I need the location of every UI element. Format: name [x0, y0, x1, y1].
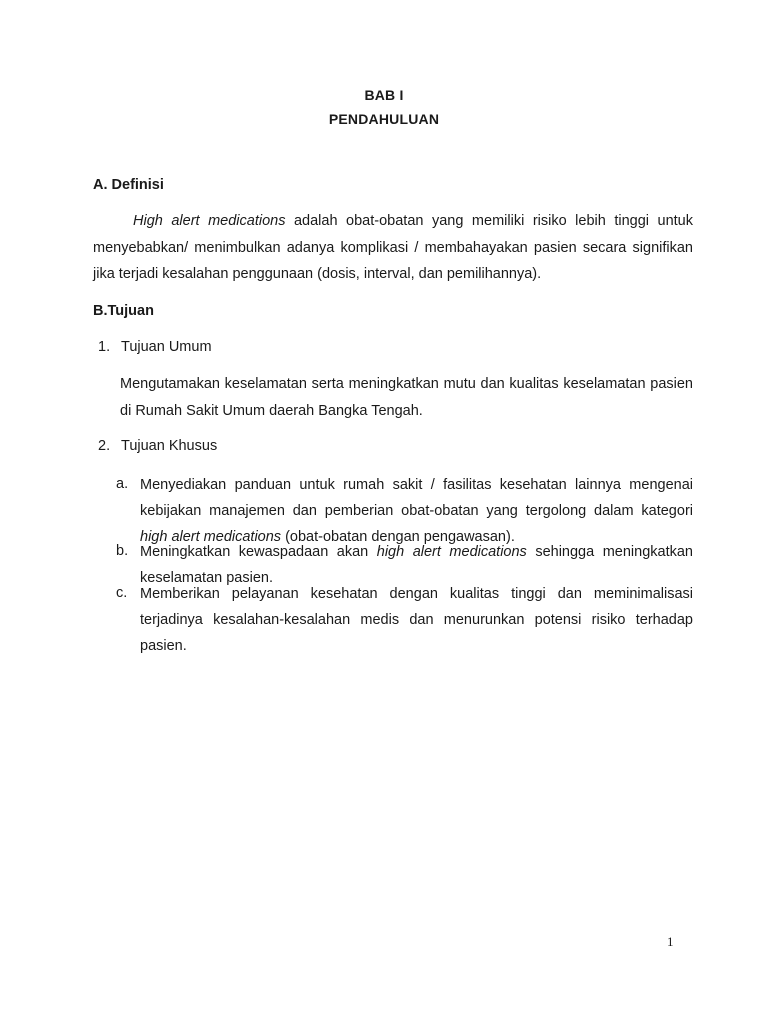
goal-2-number: 2. — [98, 438, 111, 454]
goal-1-number: 1. — [98, 339, 111, 355]
list-item-b-italic: high alert medications — [376, 544, 527, 560]
definition-paragraph — [93, 208, 693, 288]
list-item-b-text: Meningkatkan kewaspadaan akan — [140, 544, 377, 560]
list-item-a-letter: a. — [116, 476, 129, 492]
list-item-c-text: Memberikan pelayanan kesehatan dengan kualitas tinggi dan meminimalisasi terjadinya kesalahan-kesalahan medis dan menurunkan potensi risiko terhadap pasien. — [140, 586, 693, 654]
list-item-b-text-end: sehingga meningkatkan keselamatan pasien. — [140, 544, 693, 586]
goal-1-paragraph: Mengutamakan keselamatan serta meningkatkan mutu dan kualitas keselamatan pasien di Rumah Sakit Umum daerah Bangka Tengah. — [120, 376, 693, 419]
list-item-a-text-end: (obat-obatan dengan pengawasan). — [281, 529, 515, 545]
goal-1-title: Tujuan Umum — [121, 339, 212, 355]
list-item-a-italic: high alert medications — [140, 529, 282, 545]
goal-2-title: Tujuan Khusus — [121, 438, 218, 454]
page-number: 1 — [667, 934, 674, 949]
list-item-b-letter: b. — [116, 543, 129, 559]
list-item-c-letter: c. — [116, 585, 128, 601]
chapter-number: BAB I — [364, 87, 404, 103]
chapter-title: PENDAHULUAN — [328, 111, 440, 127]
definition-text: adalah obat-obatan yang memiliki risiko lebih tinggi untuk menyebabkan/ menimbulkan adanya komplikasi / membahayakan pasien secara signifikan jika terjadi kesalahan penggunaan (dosis, interval, dan pemilihannya). — [93, 213, 693, 282]
definition-italic-term: High alert medications — [133, 213, 286, 229]
list-item-c — [140, 581, 693, 659]
list-item-a-text: Menyediakan panduan untuk rumah sakit / fasilitas kesehatan lainnya mengenai kebijakan manajemen dan pemberian obat-obatan yang tergolong dalam kategori — [140, 477, 693, 519]
section-b-heading: B.Tujuan — [93, 303, 154, 319]
section-a-heading: A. Definisi — [93, 177, 164, 193]
